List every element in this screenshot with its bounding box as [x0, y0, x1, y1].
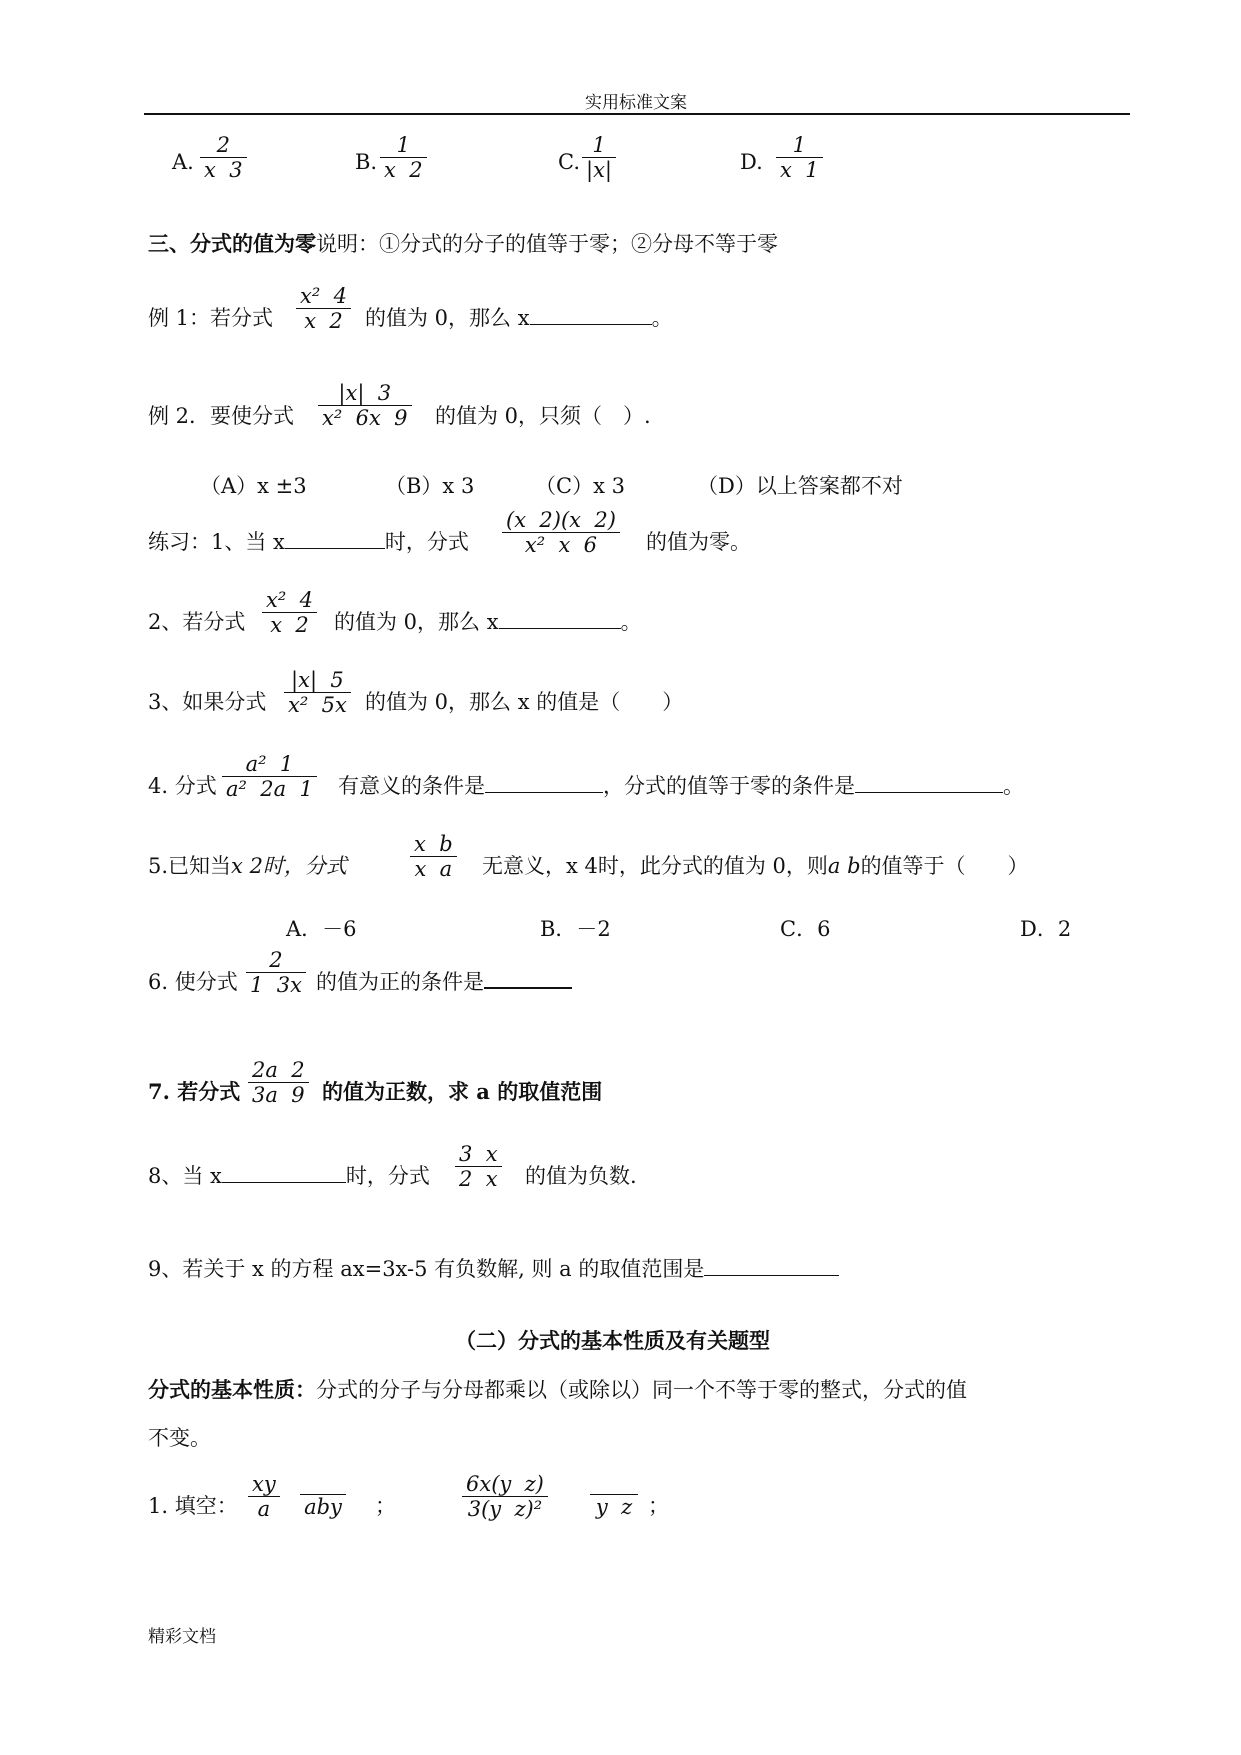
fill-end: ； — [648, 1494, 669, 1518]
fill-fraction-2: aby — [300, 1472, 346, 1519]
fill-fraction-1: xy a — [248, 1472, 280, 1521]
ex2-option-a: （A）x ±3 — [200, 474, 307, 498]
p4-blank-1[interactable] — [485, 774, 603, 793]
page-header-title: 实用标准文案 — [585, 93, 687, 113]
fill-prefix: 1. 填空： — [148, 1494, 238, 1518]
section3-heading: 三、分式的值为零 — [148, 231, 316, 256]
ex1-answer-blank[interactable] — [530, 306, 652, 325]
ex1-fraction: x² 4 x 2 — [296, 284, 351, 333]
p9-answer-blank[interactable] — [704, 1257, 839, 1276]
p5-option-c: C．6 — [780, 917, 831, 941]
section3-note: 说明：①分式的分子的值等于零；②分母不等于零 — [316, 232, 778, 256]
ex1-suffix: 的值为 0，那么 x 。 — [365, 306, 673, 330]
p7-fraction: 2a 2 3a 9 — [248, 1058, 309, 1107]
p2-answer-blank[interactable] — [499, 610, 621, 629]
fill-blank-2[interactable] — [590, 1472, 638, 1494]
p4-suffix: 有意义的条件是 ，分式的值等于零的条件是 。 — [338, 774, 1024, 798]
p5-suffix: 无意义，x 4时，此分式的值为 0，则a b的值等于（ ） — [482, 854, 1029, 878]
fill-sep: ； — [375, 1494, 396, 1518]
p3-fraction: |x| 5 x² 5x — [284, 668, 351, 717]
option-a-label: A. — [172, 150, 194, 174]
p1-suffix: 的值为零。 — [646, 530, 751, 554]
p8-fraction: 3 x 2 x — [455, 1142, 502, 1191]
page-footer-text: 精彩文档 — [148, 1627, 216, 1647]
option-b-label: B. — [355, 150, 378, 174]
p9-line: 9、若关于 x 的方程 ax=3x-5 有负数解, 则 a 的取值范围是 — [148, 1253, 839, 1283]
p8-answer-blank[interactable] — [222, 1164, 346, 1183]
ex2-option-b: （B）x 3 — [385, 474, 475, 498]
ex2-prefix: 例 2．要使分式 — [148, 404, 295, 428]
p2-prefix: 2、若分式 — [148, 610, 246, 634]
section2-title: （二）分式的基本性质及有关题型 — [455, 1328, 770, 1353]
section3-line — [148, 228, 778, 258]
basic-line-1 — [148, 1374, 967, 1404]
header-rule — [144, 113, 1130, 115]
p5-option-a: A．－6 — [286, 917, 357, 941]
fill-fraction-3: 6x(y z) 3(y z)² — [462, 1472, 548, 1521]
p5-fraction: x b x a — [410, 832, 457, 881]
option-c-fraction: 1 |x| — [582, 133, 616, 182]
p5-prefix: 5.已知当x 2时，分式 — [148, 854, 347, 878]
basic-text-2: 不变。 — [148, 1426, 211, 1450]
p3-prefix: 3、如果分式 — [148, 690, 267, 714]
p6-answer-blank[interactable] — [484, 969, 572, 989]
p4-blank-2[interactable] — [855, 774, 1003, 793]
option-d-label: D. — [740, 150, 763, 174]
p4-fraction: a² 1 a² 2a 1 — [222, 752, 317, 801]
p1-answer-blank[interactable] — [285, 530, 385, 549]
p7-prefix: 7. 若分式 — [148, 1079, 241, 1104]
p6-fraction: 2 1 3x — [246, 948, 306, 997]
p8-line: 8、当 x 时，分式 — [148, 1164, 430, 1188]
p8-suffix: 的值为负数. — [525, 1164, 637, 1188]
p5-option-d: D．2 — [1020, 917, 1072, 941]
basic-text-1: 分式的分子与分母都乘以（或除以）同一个不等于零的整式，分式的值 — [316, 1378, 967, 1402]
p2-fraction: x² 4 x 2 — [262, 588, 317, 637]
p6-suffix: 的值为正的条件是 — [316, 966, 572, 996]
ex2-fraction: |x| 3 x² 6x 9 — [318, 381, 412, 430]
option-c-label: C. — [558, 150, 580, 174]
p3-suffix: 的值为 0，那么 x 的值是（ ） — [365, 690, 684, 714]
option-b-fraction: 1 x 2 — [380, 133, 427, 182]
ex1-prefix: 例 1：若分式 — [148, 306, 274, 330]
p7-suffix: 的值为正数，求 a 的取值范围 — [322, 1079, 603, 1104]
p1-fraction: (x 2)(x 2) x² x 6 — [502, 508, 620, 557]
p5-option-b: B．－2 — [540, 917, 611, 941]
basic-label: 分式的基本性质： — [148, 1377, 316, 1402]
p1-line: 练习：1、当 x 时，分式 — [148, 530, 469, 554]
ex2-suffix: 的值为 0，只须（ ）. — [435, 404, 651, 428]
ex2-option-c: （C）x 3 — [535, 474, 625, 498]
fill-blank-1[interactable] — [300, 1472, 346, 1494]
p4-prefix: 4. 分式 — [148, 774, 217, 798]
option-a-fraction: 2 x 3 — [200, 133, 247, 182]
fill-fraction-4: y z — [590, 1472, 638, 1519]
p2-suffix: 的值为 0，那么 x 。 — [334, 610, 642, 634]
option-d-fraction: 1 x 1 — [776, 133, 823, 182]
ex2-option-d: （D）以上答案都不对 — [697, 474, 903, 498]
p6-prefix: 6. 使分式 — [148, 970, 238, 994]
